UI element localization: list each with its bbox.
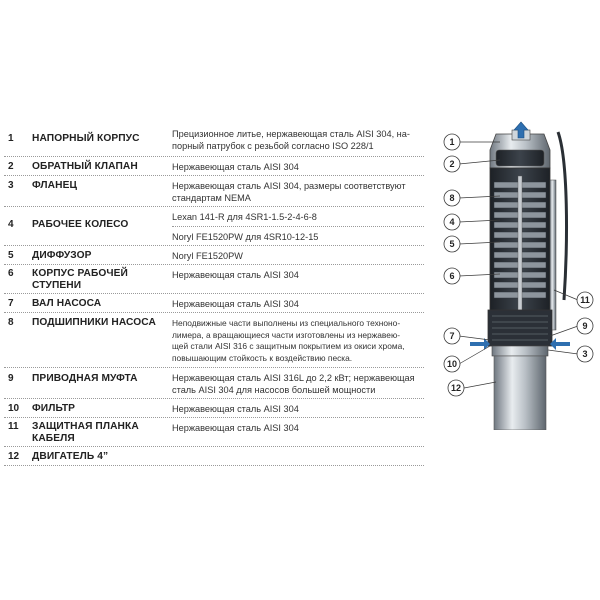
motor-flange — [492, 346, 548, 356]
callout-6 — [444, 268, 460, 284]
component-description: Нержавеющая сталь AISI 304 — [172, 404, 299, 414]
component-name: ФЛАНЕЦ — [32, 180, 78, 191]
svg-text:7: 7 — [449, 331, 455, 341]
component-description: Noryl FE1520PW — [172, 251, 243, 261]
component-name: ОБРАТНЫЙ КЛАПАН — [32, 161, 138, 172]
svg-text:6: 6 — [449, 271, 455, 281]
table-row — [4, 313, 424, 368]
components-table — [4, 124, 424, 466]
table-row — [4, 265, 424, 294]
component-description: Lexan 141-R для 4SR1-1.5-2-4-6-8 Noryl FE1520PW для 4SR10-12-15 — [172, 211, 424, 243]
table-row — [4, 246, 424, 265]
callout-11 — [577, 292, 593, 308]
component-name: ЗАЩИТНАЯ ПЛАНКА КАБЕЛЯ — [32, 421, 139, 444]
callout-1 — [444, 134, 460, 150]
component-description: Нержавеющая сталь AISI 304 — [172, 162, 299, 172]
cable — [558, 132, 566, 300]
row-number: 5 — [8, 250, 14, 261]
callout-2 — [444, 156, 460, 172]
table-row — [4, 399, 424, 418]
callout-5 — [444, 236, 460, 252]
component-description: Нержавеющая сталь AISI 304 — [172, 423, 299, 433]
svg-text:4: 4 — [449, 217, 455, 227]
table-row — [4, 294, 424, 313]
svg-text:1: 1 — [449, 137, 455, 147]
row-number: 12 — [8, 451, 20, 462]
callout-8 — [444, 190, 460, 206]
svg-text:11: 11 — [580, 295, 590, 305]
callout-12 — [448, 380, 464, 396]
row-number: 11 — [8, 421, 19, 432]
row-number: 2 — [8, 161, 14, 172]
svg-text:2: 2 — [449, 159, 455, 169]
component-description: Нержавеющая сталь AISI 304, размеры соответствуют стандартам NEMA — [172, 181, 406, 203]
component-name: ДВИГАТЕЛЬ 4” — [32, 451, 109, 462]
table-row — [4, 157, 424, 176]
callout-4 — [444, 214, 460, 230]
component-name: НАПОРНЫЙ КОРПУС — [32, 133, 140, 144]
svg-text:9: 9 — [582, 321, 588, 331]
component-name: РАБОЧЕЕ КОЛЕСО — [32, 219, 129, 230]
check-valve — [496, 150, 544, 166]
callout-7 — [444, 328, 460, 344]
component-description: Нержавеющая сталь AISI 304 — [172, 299, 299, 309]
component-name: ПРИВОДНАЯ МУФТА — [32, 373, 138, 384]
row-number: 10 — [8, 403, 20, 414]
table-row — [4, 124, 424, 157]
component-name: ДИФФУЗОР — [32, 250, 92, 261]
svg-text:8: 8 — [449, 193, 455, 203]
row-number: 1 — [8, 133, 14, 144]
table-row — [4, 176, 424, 207]
row-number: 6 — [8, 268, 14, 279]
table-row — [4, 207, 424, 246]
row-number: 8 — [8, 317, 14, 328]
svg-text:3: 3 — [582, 349, 588, 359]
cable-guard — [550, 180, 556, 330]
component-description: Нержавеющая сталь AISI 304 — [172, 270, 299, 280]
row-number: 9 — [8, 373, 14, 384]
inlet-arrow-right — [550, 338, 570, 350]
motor — [494, 356, 546, 430]
component-name: ФИЛЬТР — [32, 403, 76, 414]
pump-shaft — [518, 176, 522, 326]
component-name: КОРПУС РАБОЧЕЙ СТУПЕНИ — [32, 268, 128, 291]
component-name: ПОДШИПНИКИ НАСОСА — [32, 317, 156, 328]
callout-10 — [444, 356, 460, 372]
svg-text:12: 12 — [450, 383, 462, 393]
svg-text:10: 10 — [446, 359, 458, 369]
callout-9 — [577, 318, 593, 334]
component-description: Нержавеющая сталь AISI 316L до 2,2 кВт; нержавеющая сталь AISI 304 для насосов большей мощности — [172, 373, 415, 395]
component-name: ВАЛ НАСОСА — [32, 298, 102, 309]
row-number: 3 — [8, 180, 14, 191]
row-number: 7 — [8, 298, 14, 309]
table-row — [4, 368, 424, 399]
table-row — [4, 447, 424, 466]
pump-cutaway-diagram — [440, 120, 600, 430]
callout-3 — [577, 346, 593, 362]
svg-text:5: 5 — [449, 239, 455, 249]
component-description: Неподвижные части выполнены из специального техноно- лимера, а вращающиеся части изготовлены из нержавею- щей стали AISI 316 с защитным покрытием из окиси хрома, повышающим стойкость к воздействию песка. — [172, 318, 405, 363]
table-row — [4, 418, 424, 447]
component-description: Прецизионное литье, нержавеющая сталь AISI 304, на- порный патрубок с резьбой согласно ISO 228/1 — [172, 129, 410, 151]
row-number: 4 — [8, 219, 14, 230]
